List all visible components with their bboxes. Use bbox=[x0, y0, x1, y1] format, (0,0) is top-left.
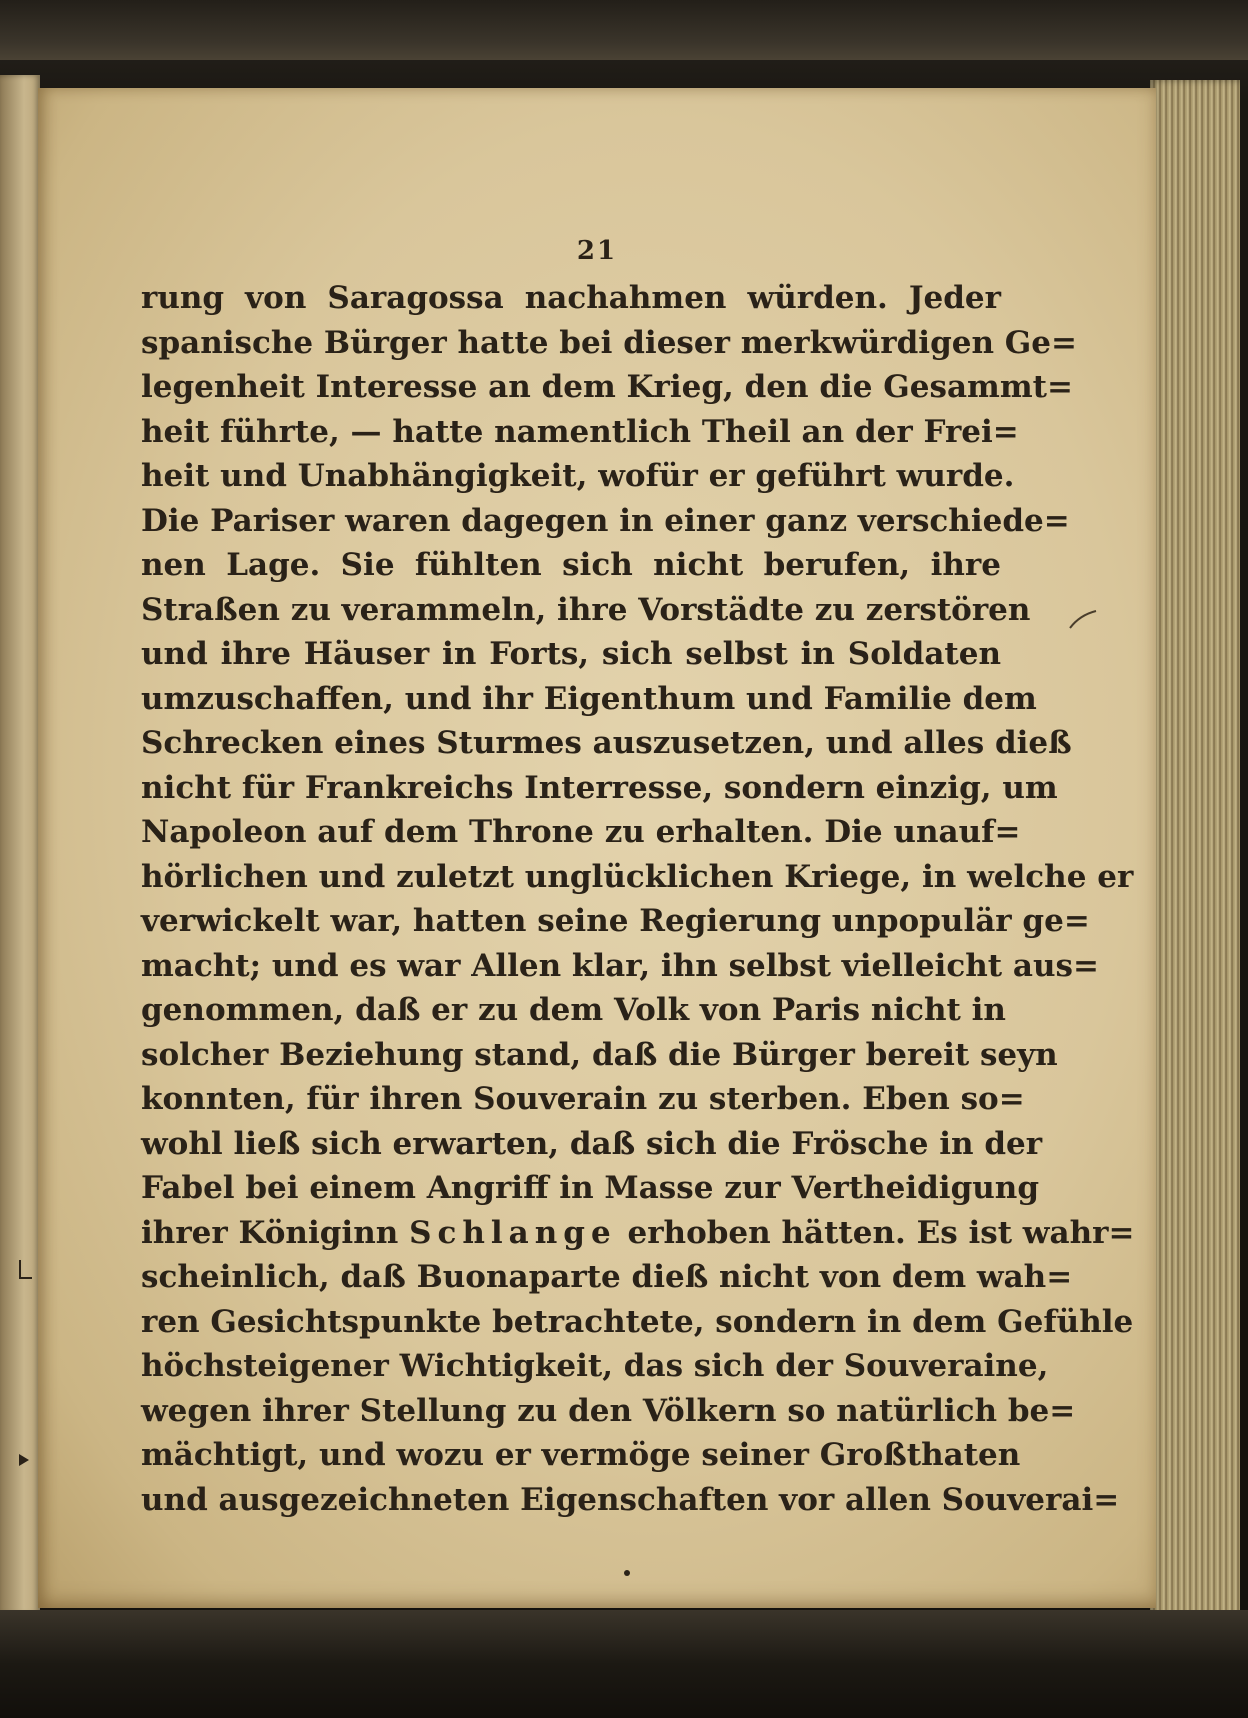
text-line: Die Pariser waren dagegen in einer ganz verschiede= bbox=[141, 502, 1070, 539]
text-line: legenheit Interesse an dem Krieg, den die Gesammt= bbox=[141, 369, 1073, 405]
text-line: umzuschaffen, und ihr Eigenthum und Familie dem bbox=[141, 680, 1037, 717]
text-line: konnten, für ihren Souverain zu sterben. Eben so= bbox=[141, 1081, 1025, 1117]
text-line: wohl ließ sich erwarten, daß sich die Frösche in der bbox=[141, 1125, 1043, 1162]
text-line: macht; und es war Allen klar, ihn selbst vielleicht aus= bbox=[141, 947, 1099, 984]
text-fragment: erhoben hätten. Es ist wahr= bbox=[627, 1214, 1135, 1251]
page-number: 21 bbox=[576, 236, 618, 266]
pencil-mark-icon bbox=[1068, 608, 1098, 632]
text-line: nicht für Frankreichs Interresse, sondern einzig, um bbox=[141, 769, 1058, 806]
text-line: ren Gesichtspunkte betrachtete, sondern in dem Gefühle bbox=[141, 1303, 1134, 1340]
top-cover-shadow bbox=[0, 0, 1248, 60]
previous-page-edge bbox=[0, 75, 40, 1615]
text-line: und ihre Häuser in Forts, sich selbst in Soldaten bbox=[141, 636, 1001, 672]
text-line: rung von Saragossa nachahmen würden. Jeder bbox=[141, 280, 1001, 316]
text-line: Napoleon auf dem Throne zu erhalten. Die unauf= bbox=[141, 814, 1021, 850]
text-line-with-spaced-word bbox=[141, 1211, 1135, 1256]
text-line: mächtigt, und wozu er vermöge seiner Großthaten bbox=[141, 1437, 1021, 1473]
text-line: heit und Unabhängigkeit, wofür er geführt wurde. bbox=[141, 458, 1015, 494]
margin-arrow-icon bbox=[16, 1258, 36, 1282]
text-line: spanische Bürger hatte bei dieser merkwürdigen Ge= bbox=[141, 324, 1077, 361]
text-line: und ausgezeichneten Eigenschaften vor allen Souverai= bbox=[141, 1481, 1120, 1518]
body-text bbox=[141, 276, 1135, 1522]
printer-mark-dot bbox=[624, 1570, 630, 1576]
text-line: scheinlich, daß Buonaparte dieß nicht von dem wah= bbox=[141, 1259, 1073, 1295]
text-line: Schrecken eines Sturmes auszusetzen, und alles dieß bbox=[141, 725, 1072, 761]
text-line: genommen, daß er zu dem Volk von Paris nicht in bbox=[141, 992, 1006, 1028]
page-stack-edge bbox=[1150, 80, 1240, 1620]
text-line: heit führte, — hatte namentlich Theil an der Frei= bbox=[141, 413, 1019, 450]
text-fragment: ihrer Königinn bbox=[141, 1214, 399, 1251]
text-line: höchsteigener Wichtigkeit, das sich der Souveraine, bbox=[141, 1348, 1049, 1384]
text-line: Straßen zu verammeln, ihre Vorstädte zu zerstören bbox=[141, 591, 1031, 628]
text-line: nen Lage. Sie fühlten sich nicht berufen, ihre bbox=[141, 547, 1001, 583]
text-line: wegen ihrer Stellung zu den Völkern so natürlich be= bbox=[141, 1392, 1076, 1429]
text-line: verwickelt war, hatten seine Regierung unpopulär ge= bbox=[141, 903, 1090, 939]
bottom-shadow bbox=[0, 1610, 1248, 1718]
book-page bbox=[38, 88, 1156, 1608]
text-line: solcher Beziehung stand, daß die Bürger bereit seyn bbox=[141, 1036, 1058, 1073]
text-line: Fabel bei einem Angriff in Masse zur Vertheidigung bbox=[141, 1170, 1040, 1206]
text-line: hörlichen und zuletzt unglücklichen Kriege, in welche er bbox=[141, 858, 1134, 895]
margin-triangle-icon bbox=[16, 1452, 32, 1468]
spaced-emphasis-word: Schlange bbox=[409, 1214, 617, 1251]
